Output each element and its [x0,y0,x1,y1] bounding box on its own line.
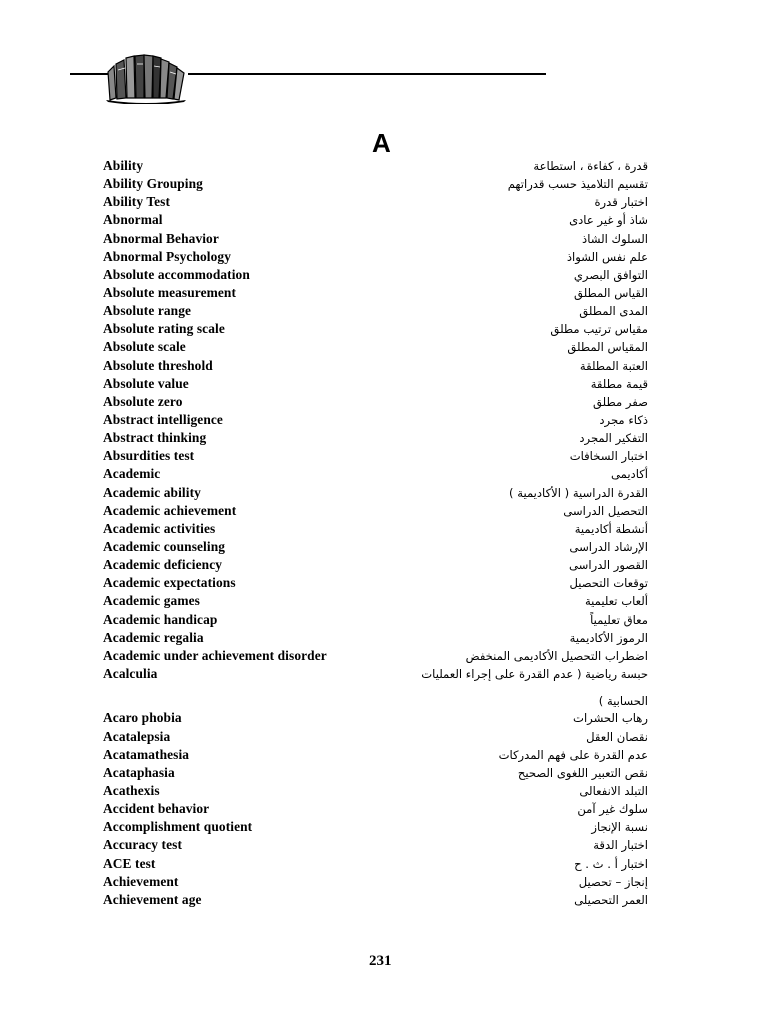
header-rule-right [188,73,546,75]
entry-translation: إنجاز – تحصيل [578,874,648,889]
glossary-entry [0,193,768,211]
entry-term: Academic ability [103,484,201,500]
entry-translation: قدرة ، كفاءة ، استطاعة [533,159,648,173]
section-letter-heading: A [372,128,391,158]
entry-term: Absurdities test [103,448,195,464]
books-icon [104,52,188,104]
entry-translation: المقياس المطلق [567,340,648,355]
glossary-entry [0,611,768,629]
glossary-entry [0,157,768,175]
glossary-entry [0,782,768,800]
glossary-entry [0,891,768,909]
glossary-entry [0,248,768,266]
entry-translation: المدى المطلق [579,304,648,319]
glossary-entry [0,592,768,610]
entry-translation: توقعات التحصيل [569,576,648,591]
entry-translation: اختبار أ . ث . ح [574,856,648,871]
entry-term: Academic under achievement disorder [103,647,327,663]
entry-term: Accomplishment quotient [103,819,253,835]
entry-term: Academic regalia [103,629,204,645]
entry-translation: علم نفس الشواذ [566,249,648,264]
glossary-entry [0,746,768,764]
entry-translation: التفكير المجرد [579,431,648,446]
entry-term: Abnormal Behavior [103,230,219,246]
entry-translation: أكاديمى [610,467,648,482]
entry-translation: شاذ أو غير عادى [569,213,648,228]
glossary-entry [0,211,768,229]
entry-term: Acataphasia [103,764,175,780]
entry-term: Absolute rating scale [103,321,225,337]
entry-translation: عدم القدرة على فهم المدركات [498,747,648,762]
glossary-entry [0,502,768,520]
entry-term: Academic [103,466,161,482]
entry-term: Abnormal Psychology [103,248,231,264]
glossary-entry [0,855,768,873]
glossary-entry [0,728,768,746]
entry-term: Accident behavior [103,801,210,817]
entry-term: Acatamathesia [103,746,190,762]
entry-term: Abnormal [103,212,163,228]
entry-translation: نقص التعبير اللغوى الصحيح [517,765,648,780]
glossary-entry [0,320,768,338]
entry-term: Academic expectations [103,575,236,591]
entry-translation: تقسيم التلاميذ حسب قدراتهم [507,177,648,192]
glossary-entry [0,574,768,592]
entry-translation: اختبار السخافات [569,449,648,464]
entry-term: Absolute accommodation [103,266,250,282]
entry-term: Absolute zero [103,393,183,409]
entry-term: Academic counseling [103,538,226,554]
entry-term: Ability Grouping [103,176,203,192]
entry-translation: ذكاء مجرد [599,412,648,427]
entry-term: Academic handicap [103,611,218,627]
entry-term: Academic deficiency [103,557,223,573]
entry-translation: صفر مطلق [592,394,648,409]
entry-translation: اختبار الدقة [593,838,648,853]
glossary-entry [0,484,768,502]
entry-translation: أنشطة أكاديمية [574,521,648,536]
entry-translation: رهاب الحشرات [573,711,648,726]
entry-translation: القياس المطلق [574,285,648,300]
glossary-entry [0,709,768,727]
entry-term: ACE test [103,855,156,871]
glossary-entry [0,629,768,647]
glossary-entry [0,538,768,556]
glossary-entry [0,873,768,891]
page-number: 231 [369,953,392,969]
glossary-entry [0,175,768,193]
entry-translation: العتبة المطلقة [579,358,648,373]
glossary-entry [0,764,768,782]
entry-term: Ability [103,158,144,173]
glossary-entry [0,429,768,447]
entry-term: Acatalepsia [103,728,171,744]
glossary-entry [0,800,768,818]
glossary-entry [0,230,768,248]
glossary-entry [0,357,768,375]
entry-translation: معاق تعليمياً [590,612,648,627]
glossary-entry [0,447,768,465]
entry-translation: اضطراب التحصيل الأكاديمى المنخفض [465,648,648,663]
entry-translation: حبسة رياضية ( عدم القدرة على إجراء العمليات [421,666,648,681]
entry-term: Academic activities [103,520,216,536]
glossary-entry [0,411,768,429]
entry-translation: قيمة مطلقة [590,376,648,391]
entry-translation: نسبة الإنجاز [591,820,648,835]
entry-term: Abstract intelligence [103,411,223,427]
glossary-entry [0,520,768,538]
entry-translation: التوافق البصري [573,267,648,282]
entry-translation: القصور الدراسى [569,558,648,573]
entry-term: Absolute range [103,303,192,319]
entry-translation: التحصيل الدراسى [563,503,648,518]
glossary-entry [0,465,768,483]
entry-term: Accuracy test [103,837,183,853]
entry-term: Absolute threshold [103,357,213,373]
entry-translation: التبلد الانفعالى [579,784,648,798]
entry-translation: اختبار قدرة [594,195,648,210]
entry-translation: الإرشاد الدراسى [569,539,648,554]
glossary-entry [0,302,768,320]
glossary-entry [0,647,768,665]
entry-translation: مقياس ترتيب مطلق [550,322,648,337]
entry-term: Academic games [103,593,200,609]
glossary-entry [0,266,768,284]
glossary-entry [0,818,768,836]
entry-translation: ألعاب تعليمية [584,594,648,609]
glossary-entries [0,157,768,909]
entry-term: Absolute value [103,375,189,391]
entry-term: Achievement [103,873,179,889]
entry-term: Achievement age [103,891,202,907]
glossary-entry [0,338,768,356]
entry-term: Acalculia [103,665,158,681]
entry-term: Acathexis [103,783,160,798]
glossary-entry [0,665,768,710]
entry-translation: القدرة الدراسية ( الأكاديمية ) [509,485,648,500]
glossary-entry [0,393,768,411]
glossary-entry [0,556,768,574]
entry-translation: الرموز الأكاديمية [569,630,648,645]
entry-term: Absolute measurement [103,284,237,300]
entry-translation: السلوك الشاذ [582,231,648,246]
entry-translation: سلوك غير آمن [577,802,648,817]
entry-translation: نقصان العقل [586,729,648,744]
entry-translation: العمر التحصيلى [574,892,648,907]
entry-term: Absolute scale [103,339,186,355]
entry-translation-continued: الحسابية ) [598,693,648,708]
entry-term: Ability Test [103,194,171,210]
entry-term: Academic achievement [103,502,237,518]
glossary-entry [0,375,768,393]
glossary-entry [0,284,768,302]
entry-term: Acaro phobia [103,710,182,726]
entry-term: Abstract thinking [103,430,207,446]
glossary-entry [0,836,768,854]
